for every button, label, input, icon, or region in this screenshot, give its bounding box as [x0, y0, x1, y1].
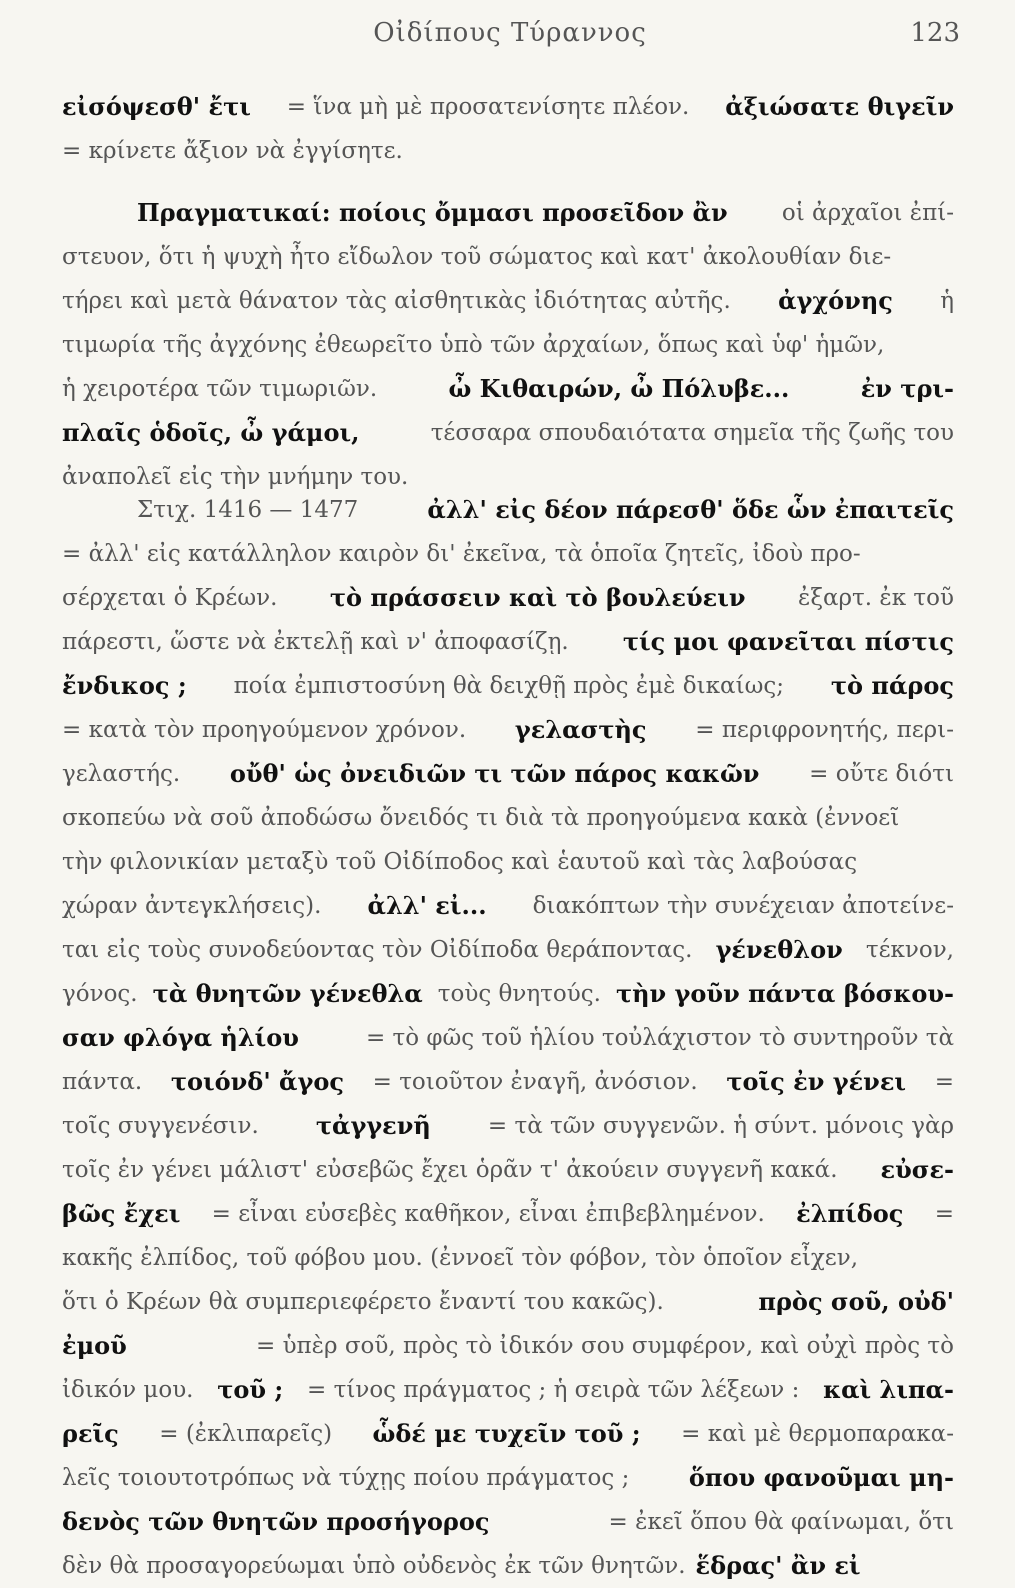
- text-line: [62, 796, 954, 840]
- text-line: [62, 752, 954, 796]
- paragraph-2: [62, 191, 954, 499]
- commentary-text: διακόπτων τὴν συνέχειαν ἀποτείνε-: [532, 893, 954, 919]
- text-line: [62, 576, 954, 620]
- page-number: 123: [910, 18, 960, 48]
- commentary-text: =: [934, 1201, 954, 1227]
- text-line: [62, 235, 954, 279]
- commentary-text: ἀναπολεῖ εἰς τὴν μνήμην του.: [62, 464, 409, 490]
- lemma-phrase: τοῦ ;: [217, 1375, 284, 1404]
- lemma-phrase: ἐν τρι-: [860, 374, 954, 403]
- text-line: [62, 191, 954, 235]
- lemma-phrase: ρεῖς: [62, 1419, 119, 1448]
- lemma-phrase: ἀλλ' εἰς δέον πάρεσθ' ὅδε ὧν ἐπαιτεῖς: [427, 495, 954, 524]
- commentary-text: δὲν θὰ προσαγορεύωμαι ὑπὸ οὐδενὸς ἐκ τῶν θνητῶν.: [62, 1553, 686, 1579]
- commentary-text: τὴν φιλονικίαν μεταξὺ τοῦ Οἰδίποδος καὶ ἑαυτοῦ καὶ τὰς λαβούσας: [62, 849, 858, 875]
- commentary-text: = καὶ μὲ θερμοπαρακα-: [681, 1421, 954, 1447]
- commentary-text: = ἀλλ' εἰς κατάλληλον καιρὸν δι' ἐκεῖνα, τὰ ὁποῖα ζητεῖς, ἰδοὺ προ-: [62, 541, 861, 567]
- commentary-text: = ἐκεῖ ὅπου θὰ φαίνωμαι, ὅτι: [608, 1509, 954, 1535]
- commentary-text: οἱ ἀρχαῖοι ἐπί-: [781, 200, 954, 226]
- text-line: [62, 620, 954, 664]
- commentary-text: τήρει καὶ μετὰ θάνατον τὰς αἰσθητικὰς ἰδιότητας αὐτῆς.: [62, 288, 731, 314]
- commentary-text: = κατὰ τὸν προηγούμενον χρόνον.: [62, 717, 467, 743]
- lemma-phrase: βῶς ἔχει: [62, 1199, 181, 1228]
- text-line: [62, 664, 954, 708]
- commentary-text: ἐξαρτ. ἐκ τοῦ: [797, 585, 954, 611]
- lemma-phrase: γένεθλον: [715, 935, 843, 964]
- commentary-text: τιμωρία τῆς ἀγχόνης ἐθεωρεῖτο ὑπὸ τῶν ἀρχαίων, ὅπως καὶ ὑφ' ἡμῶν,: [62, 332, 885, 358]
- commentary-text: τέσσαρα σπουδαιότατα σημεῖα τῆς ζωῆς του: [430, 420, 954, 446]
- lemma-phrase: πλαῖς ὁδοῖς, ὦ γάμοι,: [62, 418, 360, 447]
- commentary-text: τοὺς θνητούς.: [437, 981, 601, 1007]
- commentary-text: τοῖς συγγενέσιν.: [62, 1113, 259, 1139]
- lemma-phrase: ἐλπίδος: [796, 1199, 904, 1228]
- commentary-text: στευον, ὅτι ἡ ψυχὴ ἦτο εἴδωλον τοῦ σώματος καὶ κατ' ἀκολουθίαν διε-: [62, 244, 892, 270]
- text-line: [62, 1324, 954, 1368]
- text-line: [62, 928, 954, 972]
- commentary-text: = (ἐκλιπαρεῖς): [159, 1421, 333, 1447]
- text-line: [62, 411, 954, 455]
- text-line: [62, 1104, 954, 1148]
- lemma-phrase: ἔνδικος ;: [62, 671, 187, 700]
- text-line: [62, 972, 954, 1016]
- text-line: [62, 884, 954, 928]
- commentary-text: = τίνος πράγματος ; ἡ σειρὰ τῶν λέξεων :: [307, 1377, 800, 1403]
- commentary-text: ἡ χειροτέρα τῶν τιμωριῶν.: [62, 376, 378, 402]
- text-line: [62, 840, 954, 884]
- commentary-text: χώραν ἀντεγκλήσεις).: [62, 893, 322, 919]
- commentary-text: ἡ: [940, 288, 954, 314]
- text-line: [62, 1368, 954, 1412]
- commentary-text: πάντα.: [62, 1069, 143, 1095]
- lemma-phrase: ἕδρας' ἂν εἰ: [695, 1551, 861, 1580]
- commentary-text: ἰδικόν μου.: [62, 1377, 194, 1403]
- lemma-phrase: τὰ θνητῶν γένεθλα: [152, 979, 423, 1008]
- commentary-text: ποία ἐμπιστοσύνη θὰ δειχθῇ πρὸς ἐμὲ δικαίως;: [233, 673, 784, 699]
- commentary-text: πάρεστι, ὥστε νὰ ἐκτελῇ καὶ ν' ἀποφασίζῃ.: [62, 629, 569, 655]
- commentary-text: σκοπεύω νὰ σοῦ ἀποδώσω ὄνειδός τι διὰ τὰ προηγούμενα κακὰ (ἐννοεῖ: [62, 805, 900, 831]
- lemma-phrase: ἀλλ' εἰ...: [367, 891, 487, 920]
- commentary-text: = οὔτε διότι: [809, 761, 954, 787]
- text-line: [62, 488, 954, 532]
- text-line: [62, 1412, 954, 1456]
- lemma-phrase: εἰσόψεσθ' ἔτι: [62, 92, 251, 121]
- lemma-phrase: τοῖς ἐν γένει: [726, 1067, 907, 1096]
- text-line: [62, 279, 954, 323]
- lemma-phrase: ὦ Κιθαιρών, ὦ Πόλυβε...: [448, 374, 790, 403]
- lemma-phrase: ἀγχόνης: [778, 286, 893, 315]
- running-title: Οἰδίπους Τύραννος: [373, 18, 647, 48]
- text-line: [62, 85, 954, 129]
- commentary-text: = περιφρονητής, περι-: [695, 717, 954, 743]
- commentary-text: = εἶναι εὐσεβὲς καθῆκον, εἶναι ἐπιβεβλημένον.: [211, 1201, 765, 1227]
- text-line: [62, 367, 954, 411]
- text-line: [62, 1544, 954, 1588]
- lemma-phrase: πρὸς σοῦ, οὐδ': [758, 1287, 954, 1316]
- text-line: [62, 1060, 954, 1104]
- commentary-text: =: [934, 1069, 954, 1095]
- lemma-phrase: γελαστὴς: [514, 715, 647, 744]
- commentary-text: γόνος.: [62, 981, 138, 1007]
- lemma-phrase: ἀξιώσατε θιγεῖν: [725, 92, 954, 121]
- lemma-phrase: ὧδέ με τυχεῖν τοῦ ;: [372, 1419, 641, 1448]
- lemma-phrase: Πραγματικαί: ποίοις ὄμμασι προσεῖδον ἂν: [137, 198, 728, 227]
- commentary-text: γελαστής.: [62, 761, 181, 787]
- commentary-text: Στιχ. 1416 — 1477: [137, 497, 359, 523]
- text-line: [62, 323, 954, 367]
- commentary-text: ὅτι ὁ Κρέων θὰ συμπεριεφέρετο ἔναντί του κακῶς).: [62, 1289, 664, 1315]
- text-line: [62, 1016, 954, 1060]
- lemma-phrase: καὶ λιπα-: [823, 1375, 954, 1404]
- running-head: [60, 18, 960, 58]
- text-line: [62, 1280, 954, 1324]
- commentary-text: τοῖς ἐν γένει μάλιστ' εὐσεβῶς ἔχει ὁρᾶν τ' ἀκούειν συγγενῆ κακά.: [62, 1157, 838, 1183]
- lemma-phrase: τὴν γοῦν πάντα βόσκου-: [615, 979, 954, 1008]
- text-line: [62, 1236, 954, 1280]
- text-line: [62, 1500, 954, 1544]
- commentary-text: κακῆς ἐλπίδος, τοῦ φόβου μου. (ἐννοεῖ τὸν φόβον, τὸν ὁποῖον εἶχεν,: [62, 1245, 859, 1271]
- lemma-phrase: τἀγγενῆ: [315, 1111, 431, 1140]
- lemma-phrase: ὅπου φανοῦμαι μη-: [688, 1463, 954, 1492]
- lemma-phrase: οὔθ' ὡς ὀνειδιῶν τι τῶν πάρος κακῶν: [229, 759, 760, 788]
- commentary-text: λεῖς τοιουτοτρόπως νὰ τύχῃς ποίου πράγματος ;: [62, 1465, 630, 1491]
- text-line: [62, 532, 954, 576]
- lemma-phrase: τὸ πάρος: [830, 671, 954, 700]
- lemma-phrase: ἐμοῦ: [62, 1331, 127, 1360]
- lemma-phrase: τίς μοι φανεῖται πίστις: [622, 627, 954, 656]
- text-line: [62, 708, 954, 752]
- commentary-text: = κρίνετε ἄξιον νὰ ἐγγίσητε.: [62, 138, 403, 164]
- commentary-text: = τοιοῦτον ἐναγῆ, ἀνόσιον.: [372, 1069, 698, 1095]
- commentary-text: = ὑπὲρ σοῦ, πρὸς τὸ ἰδικόν σου συμφέρον, καὶ οὐχὶ πρὸς τὸ: [255, 1333, 954, 1359]
- commentary-text: τέκνον,: [865, 937, 954, 963]
- commentary-text: = τὸ φῶς τοῦ ἡλίου τοὐλάχιστον τὸ συντηροῦν τὰ: [365, 1025, 954, 1051]
- text-line: [62, 1192, 954, 1236]
- commentary-text: = τὰ τῶν συγγενῶν. ἡ σύντ. μόνοις γὰρ: [487, 1113, 954, 1139]
- lemma-phrase: εὐσε-: [880, 1155, 954, 1184]
- lemma-phrase: τοιόνδ' ἄγος: [170, 1067, 344, 1096]
- commentary-text: ται εἰς τοὺς συνοδεύοντας τὸν Οἰδίποδα θεράποντας.: [62, 937, 693, 963]
- text-line: [62, 129, 954, 173]
- commentary-text: σέρχεται ὁ Κρέων.: [62, 585, 278, 611]
- commentary-text: = ἵνα μὴ μὲ προσατενίσητε πλέον.: [286, 94, 690, 120]
- text-line: [62, 1456, 954, 1500]
- text-line: [62, 1148, 954, 1192]
- lemma-phrase: δενὸς τῶν θνητῶν προσήγορος: [62, 1507, 490, 1536]
- lemma-phrase: σαν φλόγα ἡλίου: [62, 1023, 299, 1052]
- paragraph-3: [62, 488, 954, 1588]
- paragraph-1: [62, 85, 954, 173]
- lemma-phrase: τὸ πράσσειν καὶ τὸ βουλεύειν: [329, 583, 746, 612]
